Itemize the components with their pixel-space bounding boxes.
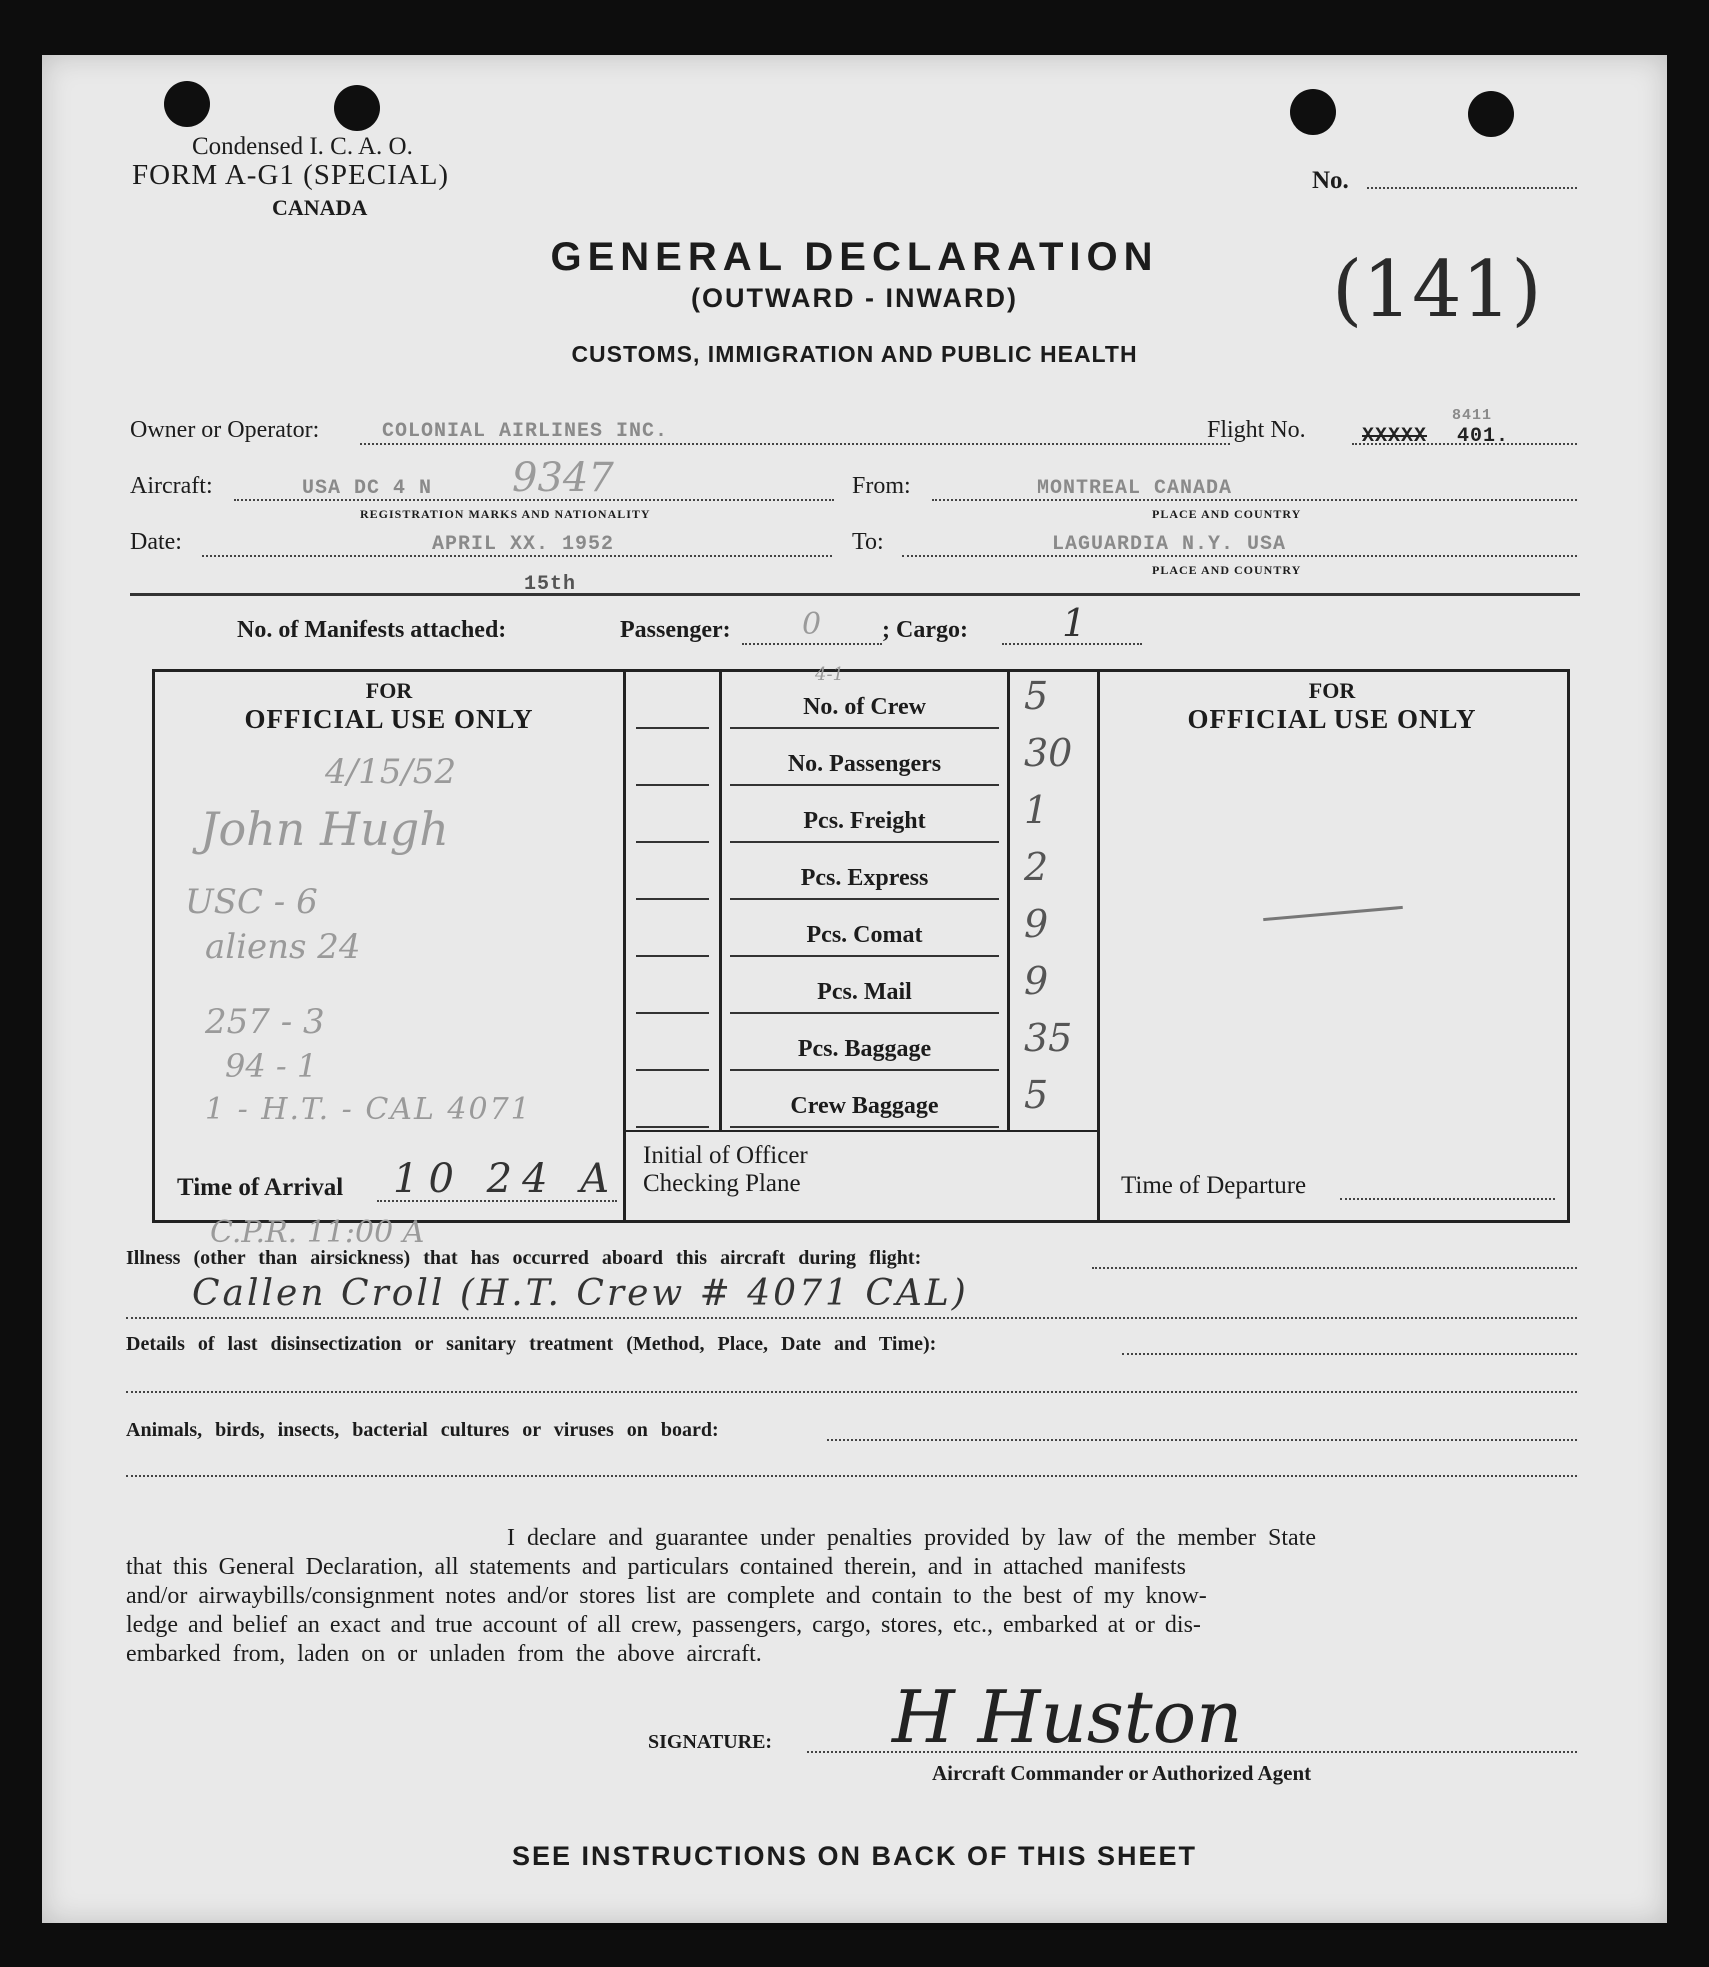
form-number-label: No. xyxy=(1312,167,1349,194)
table-row-rule xyxy=(730,1126,999,1128)
row-values-column xyxy=(1010,672,1097,1130)
table-row-rule xyxy=(730,898,999,900)
table-row-value[interactable]: 9 xyxy=(1024,959,1049,1003)
table-row-rule xyxy=(730,727,999,729)
manifest-table xyxy=(152,664,1570,1223)
signature-value: H Huston xyxy=(892,1675,1243,1759)
signature-label: SIGNATURE: xyxy=(648,1731,773,1753)
signature-caption: Aircraft Commander or Authorized Agent xyxy=(932,1761,1312,1785)
aircraft-label: Aircraft: xyxy=(130,473,213,499)
to-label: To: xyxy=(852,529,884,555)
to-value[interactable]: LAGUARDIA N.Y. USA xyxy=(1052,533,1287,556)
time-departure-label: Time of Departure xyxy=(1121,1172,1307,1199)
owner-value[interactable]: COLONIAL AIRLINES INC. xyxy=(382,420,669,443)
declaration-line-3: and/or airwaybills/consignment notes and/or stores list are complete and contain to the best of my know- xyxy=(126,1583,1207,1609)
table-row-label: No. Passengers xyxy=(787,751,942,777)
official-note-ht: 1 - H.T. - CAL 4071 xyxy=(205,1092,532,1127)
date-correction: 15th xyxy=(524,573,577,596)
form-country: CANADA xyxy=(272,195,368,220)
arrival-extra-note: C.P.R. 11:00 A xyxy=(210,1215,425,1250)
form-title: GENERAL DECLARATION xyxy=(550,235,1159,279)
form-agencies: CUSTOMS, IMMIGRATION AND PUBLIC HEALTH xyxy=(571,341,1138,367)
table-row-label: Pcs. Freight xyxy=(803,808,926,834)
table-row-rule xyxy=(730,1012,999,1014)
owner-line xyxy=(360,443,1230,445)
date-label: Date: xyxy=(130,529,182,555)
official-note-257: 257 - 3 xyxy=(205,1002,325,1042)
manifests-passenger-line xyxy=(742,643,882,645)
manifests-passenger-label: Passenger: xyxy=(620,617,731,643)
animals-label: Animals, birds, insects, bacterial cultures or viruses on board: xyxy=(126,1419,719,1441)
declaration-line-5: embarked from, laden on or unladen from the above aircraft. xyxy=(126,1641,762,1667)
table-row-rule xyxy=(730,841,999,843)
registration-caption: REGISTRATION MARKS AND NATIONALITY xyxy=(360,507,651,521)
form-subtitle: (OUTWARD - INWARD) xyxy=(691,283,1018,313)
disinsect-line-2[interactable] xyxy=(126,1391,1577,1393)
form-id: FORM A-G1 (SPECIAL) xyxy=(132,159,450,191)
initial-officer-label: Initial of Officer xyxy=(643,1142,808,1169)
from-place-caption: PLACE AND COUNTRY xyxy=(1152,507,1302,521)
table-blank-rule xyxy=(636,898,709,900)
table-row-value[interactable]: 5 xyxy=(1024,1073,1049,1117)
table-blank-rule xyxy=(636,955,709,957)
left-official-for: FOR xyxy=(365,678,413,703)
manifests-passenger-value[interactable]: 0 xyxy=(802,607,822,642)
flight-label: Flight No. xyxy=(1207,417,1306,443)
table-blank-rule xyxy=(636,1012,709,1014)
crew-top-note: 4-1 xyxy=(815,664,844,685)
right-official-title: OFFICIAL USE ONLY xyxy=(1187,704,1477,734)
table-row-value[interactable]: 5 xyxy=(1024,674,1049,718)
flight-faint-value: 8411 xyxy=(1452,407,1493,424)
flight-struck-value: XXXXX xyxy=(1362,425,1428,448)
illness-value[interactable]: Callen Croll (H.T. Crew # 4071 CAL) xyxy=(192,1273,969,1314)
table-blank-rule xyxy=(636,784,709,786)
time-arrival-value[interactable]: 10 24 A xyxy=(393,1156,620,1202)
table-row-label: Pcs. Express xyxy=(800,865,929,891)
official-note-94: 94 - 1 xyxy=(225,1047,318,1085)
official-note-date: 4/15/52 xyxy=(325,752,457,792)
table-row-label: Pcs. Comat xyxy=(806,922,923,948)
form-condensed-label: Condensed I. C. A. O. xyxy=(192,133,413,160)
right-official-for: FOR xyxy=(1308,678,1356,703)
illness-line-1 xyxy=(1092,1267,1577,1269)
table-row-label: Pcs. Mail xyxy=(817,979,912,1005)
right-official-strike-mark xyxy=(1263,906,1403,921)
row-labels-column xyxy=(722,672,1007,1130)
table-row-value[interactable]: 1 xyxy=(1024,788,1049,832)
checking-plane-label: Checking Plane xyxy=(643,1170,801,1197)
official-note-signature: John Hugh xyxy=(200,802,449,856)
aircraft-handwritten-value: 9347 xyxy=(512,455,614,501)
header-divider xyxy=(130,593,1580,596)
from-value[interactable]: MONTREAL CANADA xyxy=(1037,477,1233,500)
footer-instructions: SEE INSTRUCTIONS ON BACK OF THIS SHEET xyxy=(511,1841,1198,1871)
official-note-aliens: aliens 24 xyxy=(205,927,361,967)
aircraft-value[interactable]: USA DC 4 N xyxy=(302,477,433,500)
handwritten-file-number: (141) xyxy=(1332,245,1542,335)
illness-line-2 xyxy=(126,1317,1577,1319)
from-line xyxy=(932,499,1577,501)
illness-label: Illness (other than airsickness) that has occurred aboard this aircraft during flight: xyxy=(126,1247,922,1269)
table-row-value[interactable]: 2 xyxy=(1024,845,1049,889)
official-note-usc: USC - 6 xyxy=(185,882,318,922)
punch-hole xyxy=(334,85,380,131)
from-label: From: xyxy=(852,473,911,499)
table-row-value[interactable]: 9 xyxy=(1024,902,1049,946)
punch-hole xyxy=(1468,91,1514,137)
form-number-line[interactable] xyxy=(1367,187,1577,189)
table-row-value[interactable]: 30 xyxy=(1024,731,1073,775)
table-blank-rule xyxy=(636,1069,709,1071)
punch-hole xyxy=(164,81,210,127)
punch-hole xyxy=(1290,89,1336,135)
manifests-cargo-value[interactable]: 1 xyxy=(1062,601,1087,645)
declaration-form xyxy=(42,55,1667,1923)
flight-value[interactable]: 401. xyxy=(1457,425,1510,448)
disinsect-line-1[interactable] xyxy=(1122,1353,1577,1355)
table-blank-rule xyxy=(636,727,709,729)
manifests-label: No. of Manifests attached: xyxy=(237,617,507,643)
date-value[interactable]: APRIL XX. 1952 xyxy=(432,533,615,556)
table-row-label: Pcs. Baggage xyxy=(797,1036,932,1062)
table-row-rule xyxy=(730,955,999,957)
declaration-line-4: ledge and belief an exact and true account of all crew, passengers, cargo, stores, etc., embarked at or dis- xyxy=(126,1612,1201,1638)
time-departure-line[interactable] xyxy=(1340,1198,1555,1200)
table-row-label: No. of Crew xyxy=(803,694,926,720)
manifests-cargo-label: ; Cargo: xyxy=(882,617,968,643)
table-row-rule xyxy=(730,784,999,786)
table-blank-rule xyxy=(636,841,709,843)
declaration-line-2: that this General Declaration, all statements and particulars contained therein, and in attached manifests xyxy=(126,1554,1186,1580)
declaration-line-1: I declare and guarantee under penalties provided by law of the member State xyxy=(507,1525,1317,1551)
table-row-value[interactable]: 35 xyxy=(1024,1016,1073,1060)
blank-column xyxy=(626,672,719,1130)
disinsect-label: Details of last disinsectization or sanitary treatment (Method, Place, Date and Time): xyxy=(126,1333,937,1355)
table-blank-rule xyxy=(636,1126,709,1128)
animals-line-2[interactable] xyxy=(126,1475,1577,1477)
table-row-label: Crew Baggage xyxy=(790,1093,939,1119)
animals-line-1[interactable] xyxy=(827,1439,1577,1441)
to-place-caption: PLACE AND COUNTRY xyxy=(1152,563,1302,577)
table-row-rule xyxy=(730,1069,999,1071)
owner-label: Owner or Operator: xyxy=(130,417,320,443)
left-official-title: OFFICIAL USE ONLY xyxy=(244,704,534,734)
time-arrival-label: Time of Arrival xyxy=(177,1174,344,1201)
